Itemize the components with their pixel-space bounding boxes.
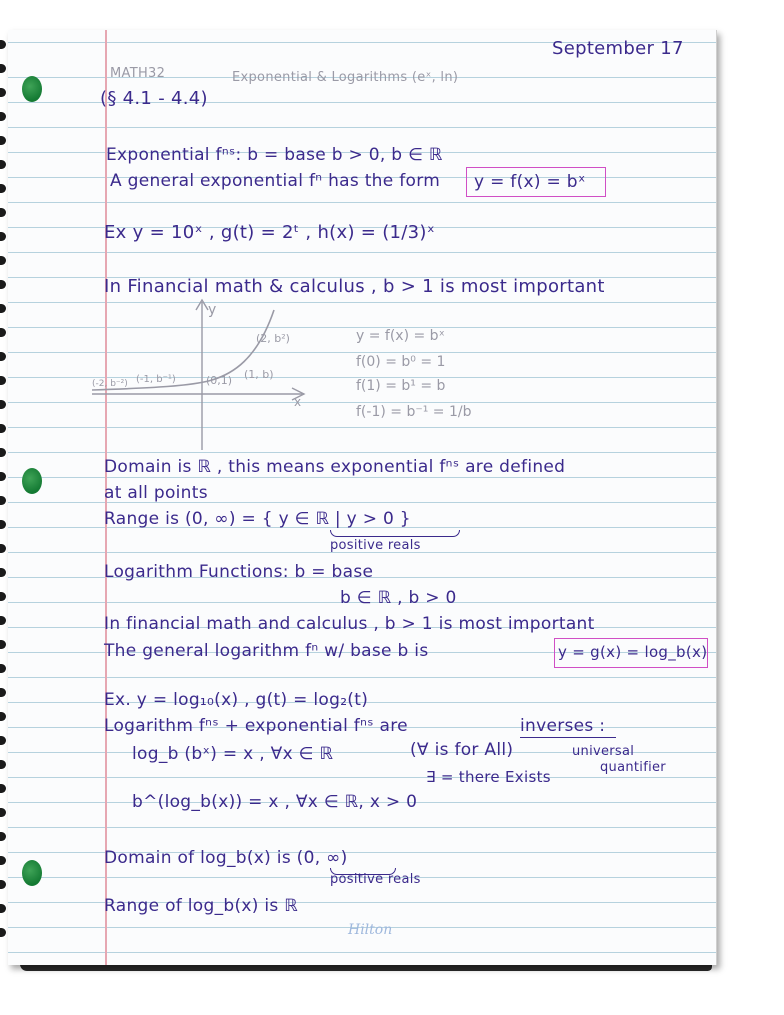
inverses-underline — [520, 737, 616, 738]
date-label: September 17 — [552, 38, 684, 59]
log-range: Range of log_b(x) is ℝ — [104, 896, 299, 916]
log-identity-1: log_b (bˣ) = x , ∀x ∈ ℝ — [132, 744, 334, 764]
point-label-m2: (-2, b⁻²) — [92, 379, 128, 389]
general-form-formula: y = f(x) = bˣ — [474, 172, 586, 192]
log-examples: Ex. y = log₁₀(x) , g(t) = log₂(t) — [104, 690, 369, 710]
log-heading: Logarithm Functions: b = base — [104, 562, 374, 582]
y-axis-label: y — [208, 302, 217, 318]
range-line: Range is (0, ∞) = { y ∈ ℝ | y > 0 } — [104, 509, 411, 529]
point-label-m1: (-1, b⁻¹) — [136, 374, 176, 385]
course-label: MATH32 — [110, 66, 166, 81]
log-domain: Domain of log_b(x) is (0, ∞) — [104, 848, 348, 868]
exists-note: ∃ = there Exists — [426, 768, 551, 786]
topic-label: Exponential & Logarithms (eˣ, ln) — [232, 70, 459, 85]
punch-hole-middle — [22, 468, 42, 494]
range-brace — [330, 530, 460, 537]
log-condition: b ∈ ℝ , b > 0 — [340, 588, 457, 608]
log-general-lead: The general logarithm fⁿ w/ base b is — [104, 641, 429, 661]
domain-line-1: Domain is ℝ , this means exponential fⁿˢ are defined — [104, 457, 566, 477]
point-label-0: (0,1) — [206, 374, 233, 387]
range-note: positive reals — [330, 538, 421, 553]
inverses-word: inverses : — [520, 716, 606, 736]
exponential-importance: In Financial math & calculus , b > 1 is most important — [104, 276, 605, 297]
log-importance: In financial math and calculus , b > 1 is most important — [104, 614, 595, 634]
log-domain-note: positive reals — [330, 872, 421, 887]
exponential-definition: Exponential fⁿˢ: b = base b > 0, b ∈ ℝ — [106, 145, 443, 165]
punch-hole-bottom — [22, 860, 42, 886]
x-axis-label: x — [294, 395, 302, 409]
forall-note: (∀ is for All) — [410, 740, 514, 760]
graph-equation-2: f(0) = b⁰ = 1 — [356, 354, 446, 370]
point-label-1: (1, b) — [244, 368, 274, 381]
general-form-lead: A general exponential fⁿ has the form — [110, 171, 441, 191]
section-label: (§ 4.1 - 4.4) — [100, 88, 208, 109]
signature: Hilton — [348, 922, 393, 938]
domain-line-2: at all points — [104, 483, 208, 503]
exponential-examples: Ex y = 10ˣ , g(t) = 2ᵗ , h(x) = (1/3)ˣ — [104, 222, 435, 243]
quantifier-label: quantifier — [600, 760, 666, 775]
graph-equation-4: f(-1) = b⁻¹ = 1/b — [356, 404, 472, 420]
inverses-lead: Logarithm fⁿˢ + exponential fⁿˢ are — [104, 716, 408, 736]
log-general-formula: y = g(x) = log_b(x) — [558, 643, 708, 661]
punch-hole-top — [22, 76, 42, 102]
point-label-2: (2, b²) — [256, 332, 290, 345]
exponential-graph — [92, 290, 512, 455]
graph-equation-3: f(1) = b¹ = b — [356, 378, 446, 394]
universal-label: universal — [572, 744, 635, 759]
log-identity-2: b^(log_b(x)) = x , ∀x ∈ ℝ, x > 0 — [132, 792, 418, 812]
graph-equation-1: y = f(x) = bˣ — [356, 328, 445, 344]
page-bottom-edge — [20, 964, 712, 971]
